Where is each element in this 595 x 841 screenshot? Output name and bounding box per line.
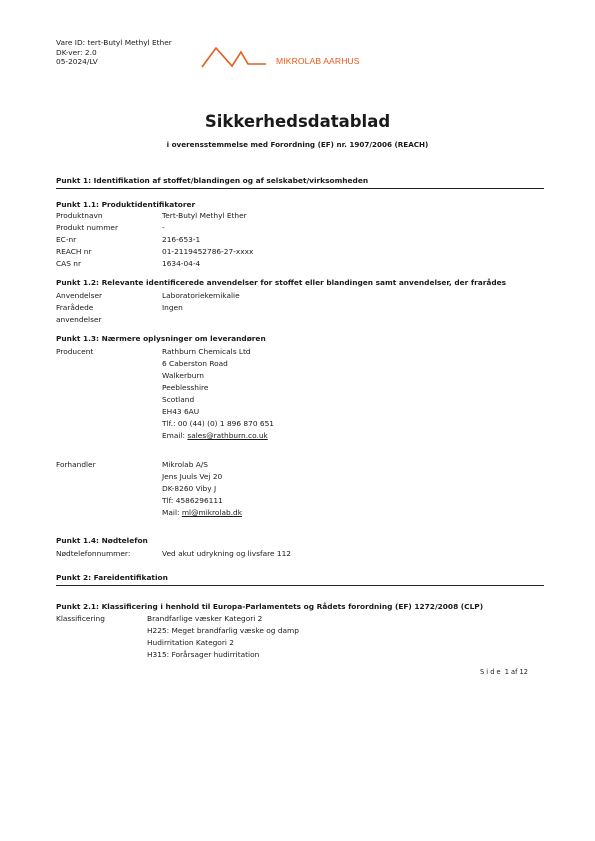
subsection-2-1-heading: Punkt 2.1: Klassificering i henhold til Europa-Parlamentets og Rådets forordning (EF) 1272/2008 (CLP) — [56, 602, 484, 611]
field-label: anvendelser — [56, 315, 102, 324]
field-value: Ingen — [162, 303, 183, 312]
field-value: 216-653-1 — [162, 235, 201, 244]
classification-line: Hudirritation Kategori 2 — [147, 638, 234, 647]
producer-email-row — [162, 430, 268, 442]
producer-line: Scotland — [162, 395, 195, 404]
header-date: 05-2024/LV — [56, 57, 98, 67]
producer-email-link[interactable]: sales@rathburn.co.uk — [187, 431, 268, 440]
dealer-line: Mikrolab A/S — [162, 460, 208, 469]
classification-label: Klassificering — [56, 614, 105, 623]
page-number — [480, 668, 528, 676]
subsection-1-4-heading: Punkt 1.4: Nødtelefon — [56, 536, 148, 545]
dealer-mail-label: Mail: — [162, 508, 182, 517]
dealer-line: Jens Juuls Vej 20 — [162, 472, 223, 481]
field-label: Produktnavn — [56, 211, 103, 220]
classification-line: Brandfarlige væsker Kategori 2 — [147, 614, 263, 623]
classification-line: H225: Meget brandfarlig væske og damp — [147, 626, 299, 635]
producer-line: EH43 6AU — [162, 407, 200, 416]
emergency-label: Nødtelefonnummer: — [56, 549, 131, 558]
section-2-heading: Punkt 2: Fareidentifikation — [56, 573, 168, 582]
header-version: DK-ver: 2.0 — [56, 47, 97, 57]
section-1-heading: Punkt 1: Identifikation af stoffet/blandingen og af selskabet/virksomheden — [56, 176, 369, 185]
page-word: S i d e — [480, 668, 501, 676]
producer-line: Walkerburn — [162, 371, 204, 380]
field-value: 01-2119452786-27-xxxx — [162, 247, 254, 256]
field-label: EC-nr — [56, 235, 77, 244]
producer-line: Peeblesshire — [162, 383, 209, 392]
subsection-1-3-heading: Punkt 1.3: Nærmere oplysninger om leverandøren — [56, 334, 266, 343]
logo-text: MIKROLAB AARHUS — [276, 56, 360, 66]
producer-line: Tlf.: 00 (44) (0) 1 896 870 651 — [162, 419, 274, 428]
header-product-id: Vare ID: tert-Butyl Methyl Ether — [56, 38, 172, 47]
field-value: - — [162, 223, 165, 232]
dealer-line: Tlf: 4586296111 — [162, 496, 223, 505]
page-count: 1 af 12 — [504, 668, 528, 676]
dealer-line: DK-8260 Viby J — [162, 484, 217, 493]
section-1-divider — [56, 188, 544, 189]
dealer-mail-link[interactable]: ml@mikrolab.dk — [181, 508, 243, 517]
classification-line: H315: Forårsager hudirritation — [147, 650, 260, 659]
field-value: 1634-04-4 — [162, 259, 201, 268]
producer-line: 6 Caberston Road — [162, 359, 228, 368]
field-value: Tert-Butyl Methyl Ether — [162, 211, 247, 220]
producer-line: Rathburn Chemicals Ltd — [162, 347, 251, 356]
field-value: Laboratoriekemikalie — [162, 291, 240, 300]
dealer-mail-row — [162, 507, 242, 519]
field-label: Frarådede — [56, 303, 94, 312]
dealer-label: Forhandler — [56, 460, 96, 469]
subsection-1-2-heading: Punkt 1.2: Relevante identificerede anvendelser for stoffet eller blandingen samt anvendelser, der frarådes — [56, 278, 507, 287]
mikrolab-logo-icon — [199, 43, 269, 69]
field-label: Produkt nummer — [56, 223, 118, 232]
page-subtitle: i overensstemmelse med Forordning (EF) nr. 1907/2006 (REACH) — [166, 140, 429, 149]
page-title: Sikkerhedsdatablad — [204, 112, 391, 131]
field-label: Anvendelser — [56, 291, 103, 300]
producer-label: Producent — [56, 347, 94, 356]
emergency-value: Ved akut udrykning og livsfare 112 — [162, 549, 292, 558]
section-2-divider — [56, 585, 544, 586]
subsection-1-1-heading: Punkt 1.1: Produktidentifikatorer — [56, 200, 196, 209]
field-label: CAS nr — [56, 259, 81, 268]
producer-email-label: Email: — [162, 431, 188, 440]
field-label: REACH nr — [56, 247, 92, 256]
